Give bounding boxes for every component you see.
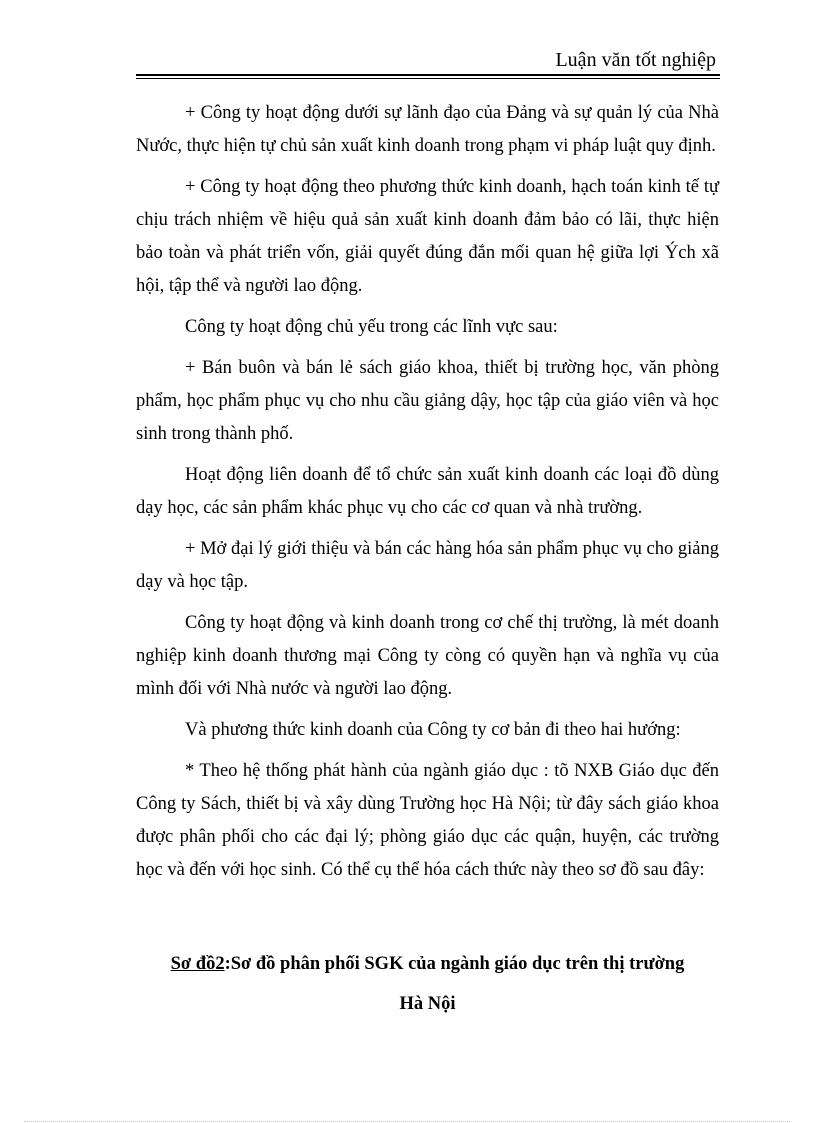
caption-line-1 — [136, 944, 719, 984]
paragraph: Hoạt động liên doanh để tổ chức sản xuất kinh doanh các loại đồ dùng dạy học, các sản phẩm khác phục vụ cho các cơ quan và nhà trường. — [136, 465, 719, 518]
header-rule-thin — [136, 78, 720, 79]
figure-caption — [136, 944, 719, 1024]
paragraph: + Mở đại lý giới thiệu và bán các hàng hóa sản phẩm phục vụ cho giảng dạy và học tập. — [136, 539, 719, 592]
header-rule-thick — [136, 74, 720, 76]
body-text — [136, 97, 719, 895]
paragraph: + Công ty hoạt động theo phương thức kinh doanh, hạch toán kinh tế tự chịu trách nhiệm về hiệu quả sản xuất kinh doanh đảm bảo có lãi, thực hiện bảo toàn và phát triển vốn, giải quyết đúng đắn mối quan hệ giữa lợi Ých xã hội, tập thể và người lao động. — [136, 177, 719, 296]
page-bottom-dotted-rule — [24, 1121, 790, 1122]
paragraph: Công ty hoạt động chủ yếu trong các lĩnh vực sau: — [185, 317, 558, 337]
paragraph: + Công ty hoạt động dưới sự lãnh đạo của Đảng và sự quản lý của Nhà Nước, thực hiện tự chủ sản xuất kinh doanh trong phạm vi pháp luật quy định. — [136, 103, 719, 156]
caption-line-2: Hà Nội — [399, 994, 456, 1014]
caption-text: :Sơ đồ phân phối SGK của ngành giáo dục trên thị trường — [224, 954, 685, 974]
paragraph: * Theo hệ thống phát hành của ngành giáo dục : tõ NXB Giáo dục đến Công ty Sách, thiết bị và xây dùng Trường học Hà Nội; từ đây sách giáo khoa được phân phối cho các đại lý; phòng giáo dục các quận, huyện, các trường học và đến với học sinh. Có thể cụ thể hóa cách thức này theo sơ đồ sau đây: — [136, 761, 719, 880]
header-title: Luận văn tốt nghiệp — [555, 49, 716, 71]
paragraph: Và phương thức kinh doanh của Công ty cơ bản đi theo hai hướng: — [185, 720, 681, 740]
paragraph: Công ty hoạt động và kinh doanh trong cơ chế thị trường, là mét doanh nghiệp kinh doanh thương mại Công ty còng có quyền hạn và nghĩa vụ của mình đối với Nhà nước và người lao động. — [136, 613, 719, 699]
caption-lead: Sơ đồ2 — [170, 954, 225, 974]
paragraph: + Bán buôn và bán lẻ sách giáo khoa, thiết bị trường học, văn phòng phẩm, học phẩm phục vụ cho nhu cầu giảng dậy, học tập của giáo viên và học sinh trong thành phố. — [136, 358, 719, 444]
